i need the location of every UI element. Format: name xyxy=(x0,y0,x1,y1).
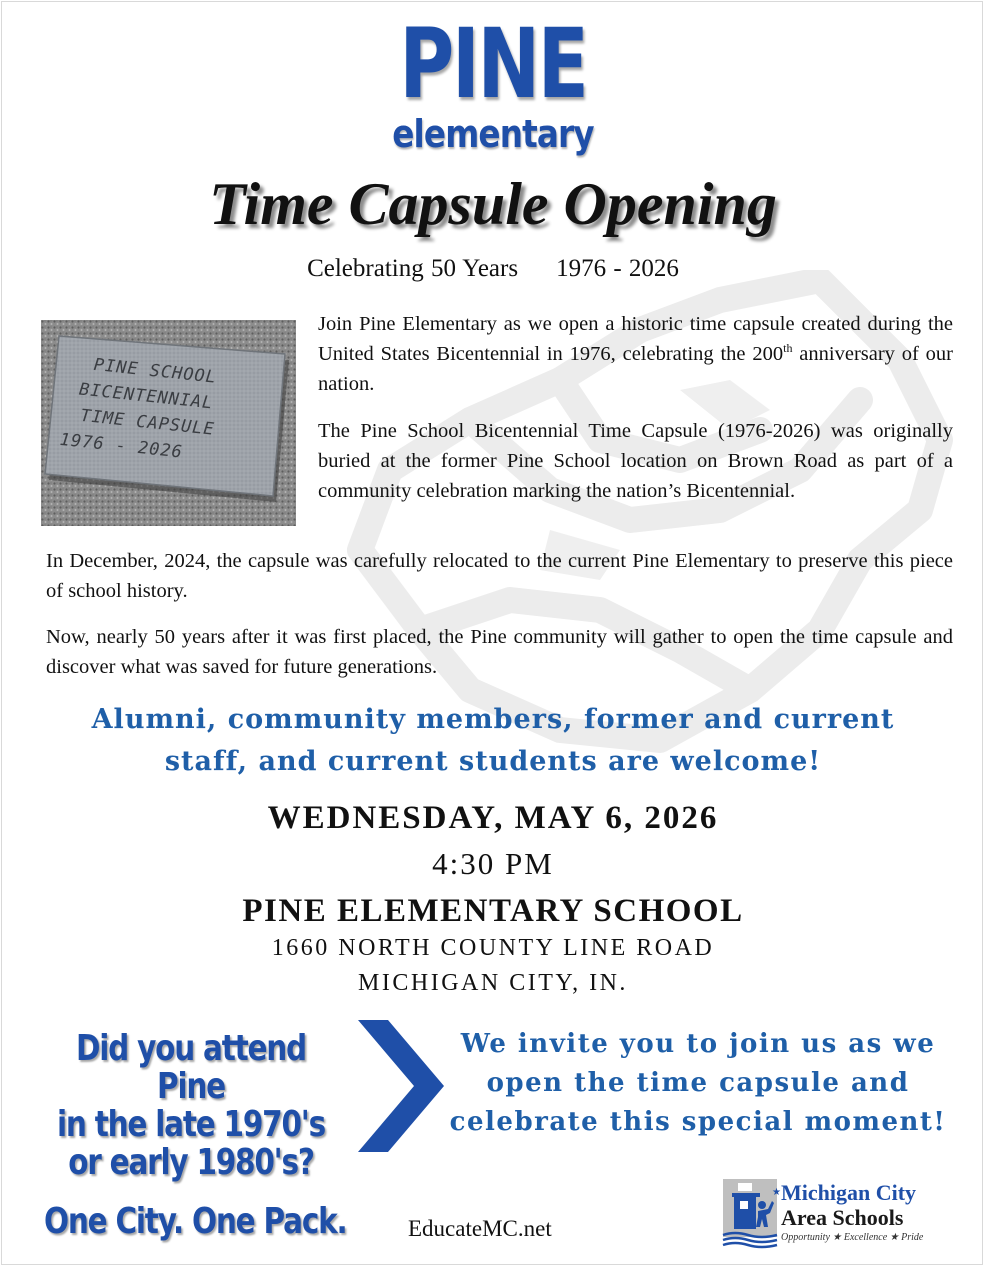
plaque-line-2: BICENTENNIAL xyxy=(78,379,215,414)
svg-text:★: ★ xyxy=(772,1187,781,1198)
district-slogan: One City. One Pack. xyxy=(44,1201,347,1242)
plaque-line-3: TIME CAPSULE xyxy=(79,405,216,440)
plaque-photo xyxy=(41,320,296,526)
website-link[interactable]: EducateMC.net xyxy=(408,1216,552,1241)
school-logo-main: PINE xyxy=(399,8,587,120)
event-address-street: 1660 NORTH COUNTY LINE ROAD xyxy=(271,935,715,961)
question-line-1: Did you attend Pine xyxy=(76,1028,306,1107)
school-logo-sub: elementary xyxy=(392,112,594,156)
invite-line-3: celebrate this special moment! xyxy=(449,1107,947,1137)
event-location: PINE ELEMENTARY SCHOOL xyxy=(242,893,744,929)
page-title: Time Capsule Opening xyxy=(209,171,777,237)
district-tagline: Opportunity ★ Excellence ★ Pride xyxy=(781,1232,924,1243)
district-name-line-1: Michigan City xyxy=(781,1180,917,1205)
intro-text-end: anniversary of our nation. xyxy=(318,343,953,395)
event-date: WEDNESDAY, MAY 6, 2026 xyxy=(267,800,719,836)
subtitle-years: 1976 - 2026 xyxy=(556,255,679,282)
invite-line-1: We invite you to join us as we xyxy=(460,1029,936,1059)
subtitle xyxy=(0,254,986,284)
welcome-message xyxy=(0,699,986,783)
relocation-paragraph: In December, 2024, the capsule was carefully relocated to the current Pine Elementary to preserve this piece of school history. xyxy=(46,550,953,602)
district-name-line-2: Area Schools xyxy=(781,1205,904,1230)
subtitle-celebrating: Celebrating 50 Years xyxy=(307,255,519,282)
attendance-question xyxy=(56,1030,327,1182)
question-line-2: in the late 1970's xyxy=(57,1104,325,1145)
intro-text: Join Pine Elementary as we open a historic time capsule created during the United States Bicentennial in 1976, celebrating the 200 xyxy=(318,313,953,365)
plaque-line-1: PINE SCHOOL xyxy=(92,354,218,388)
welcome-line-2: staff, and current students are welcome! xyxy=(164,746,822,777)
invite-line-2: open the time capsule and xyxy=(486,1068,910,1098)
question-line-3: or early 1980's? xyxy=(68,1142,314,1183)
event-address-city: MICHIGAN CITY, IN. xyxy=(358,970,628,996)
gathering-paragraph: Now, nearly 50 years after it was first placed, the Pine community will gather to open the time capsule and discover what was saved for future generations. xyxy=(46,626,953,678)
invitation-message xyxy=(428,1025,968,1142)
intro-paragraph xyxy=(318,309,953,399)
plaque-line-4: 1976 - 2026 xyxy=(58,429,184,463)
welcome-line-1: Alumni, community members, former and current xyxy=(91,704,895,735)
event-time: 4:30 PM xyxy=(432,846,554,881)
history-paragraph: The Pine School Bicentennial Time Capsule (1976-2026) was originally buried at the former Pine School location on Brown Road as part of a community celebration marking the nation’s Bicentennial. xyxy=(318,420,953,502)
ordinal-suffix: th xyxy=(783,341,793,356)
